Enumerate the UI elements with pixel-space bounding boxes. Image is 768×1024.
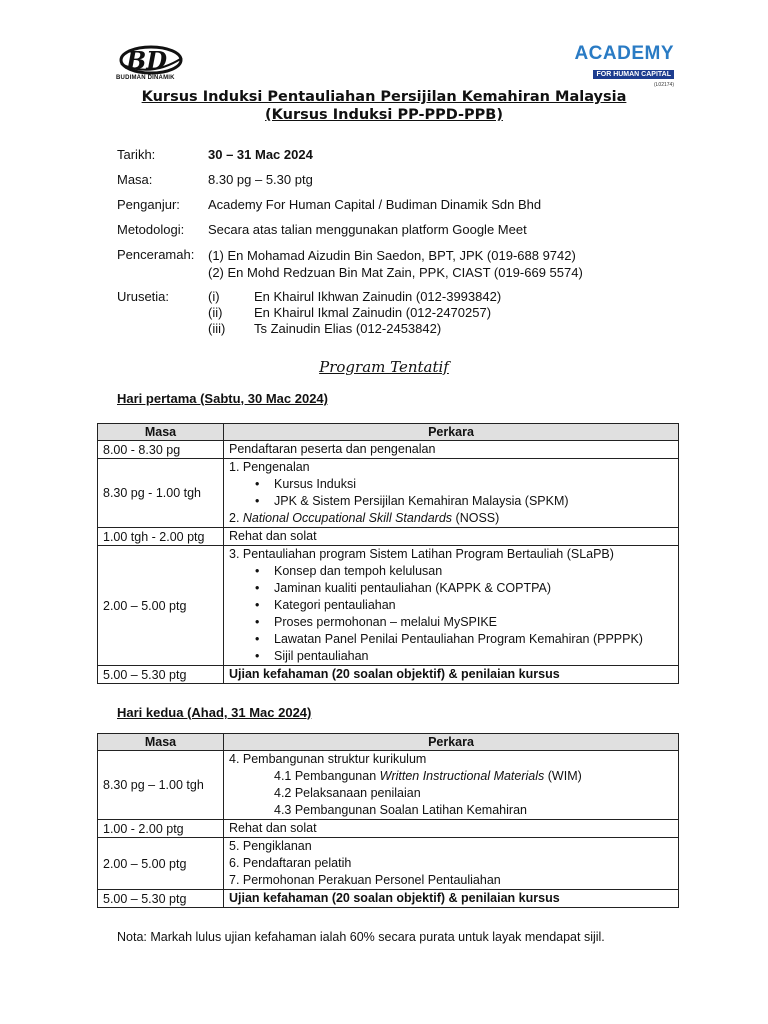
item-heading: 4. Pembangunan struktur kurikulum bbox=[229, 752, 427, 766]
item-name: En Khairul Ikhwan Zainudin (012-3993842) bbox=[254, 289, 502, 304]
info-value: Academy For Human Capital / Budiman Dinamik Sdn Bhd bbox=[208, 197, 542, 212]
text-italic: Written Instructional Materials bbox=[379, 769, 545, 783]
column-header-masa: Masa bbox=[98, 424, 224, 441]
text-part: 4.1 Pembangunan bbox=[274, 769, 380, 783]
sub-item: 4.2 Pelaksanaan penilaian bbox=[274, 786, 421, 800]
info-value: 8.30 pg – 5.30 ptg bbox=[208, 172, 313, 187]
item-name: Ts Zainudin Elias (012-2453842) bbox=[254, 321, 442, 336]
info-label: Masa: bbox=[117, 172, 153, 187]
program-title: Program Tentatif bbox=[319, 358, 449, 376]
info-value: Secara atas talian menggunakan platform Google Meet bbox=[208, 222, 527, 237]
bullet-item bbox=[229, 631, 678, 648]
item-line: 5. Pengiklanan bbox=[229, 839, 312, 853]
cell-perkara: Pendaftaran peserta dan pengenalan bbox=[224, 441, 679, 459]
cell-masa: 5.00 – 5.30 ptg bbox=[98, 890, 224, 908]
item-heading: 3. Pentauliahan program Sistem Latihan Program Bertauliah (SLaPB) bbox=[229, 547, 614, 561]
bullet-text: Konsep dan tempoh kelulusan bbox=[274, 564, 443, 578]
table-header-row bbox=[98, 424, 679, 441]
cell-perkara: Ujian kefahaman (20 soalan objektif) & penilaian kursus bbox=[224, 890, 679, 908]
cell-perkara bbox=[224, 838, 679, 890]
table-row bbox=[98, 890, 679, 908]
item-heading bbox=[229, 510, 678, 527]
cell-perkara bbox=[224, 751, 679, 820]
academy-logo-line1: ACADEMY bbox=[574, 43, 674, 64]
table-row bbox=[98, 441, 679, 459]
cell-masa: 1.00 tgh - 2.00 ptg bbox=[98, 528, 224, 546]
bullet-item bbox=[229, 493, 678, 510]
table-header-row bbox=[98, 734, 679, 751]
item-number: (iii) bbox=[208, 321, 226, 336]
title-line2: (Kursus Induksi PP-PPD-PPB) bbox=[265, 107, 503, 123]
bullet-text: Kategori pentauliahan bbox=[274, 598, 396, 612]
academy-logo-line3: (L02174) bbox=[653, 82, 674, 88]
table-row bbox=[98, 546, 679, 666]
bullet-item bbox=[229, 614, 678, 631]
cell-masa: 2.00 – 5.00 ptg bbox=[98, 546, 224, 666]
cell-masa: 8.00 - 8.30 pg bbox=[98, 441, 224, 459]
bullet-text: Lawatan Panel Penilai Pentauliahan Program Kemahiran (PPPPK) bbox=[274, 632, 643, 646]
cell-perkara: Ujian kefahaman (20 soalan objektif) & penilaian kursus bbox=[224, 666, 679, 684]
list-item bbox=[208, 305, 501, 321]
day1-title: Hari pertama (Sabtu, 30 Mac 2024) bbox=[117, 391, 328, 406]
cell-perkara bbox=[224, 546, 679, 666]
speaker-line: (1) En Mohamad Aizudin Bin Saedon, BPT, JPK (019-688 9742) bbox=[208, 248, 576, 263]
text-italic: National Occupational Skill Standards bbox=[242, 511, 453, 525]
info-label: Penganjur: bbox=[117, 197, 180, 212]
cell-perkara: Rehat dan solat bbox=[224, 820, 679, 838]
day1-table bbox=[97, 423, 679, 684]
info-label: Penceramah: bbox=[117, 247, 195, 262]
item-line: 7. Permohonan Perakuan Personel Pentauliahan bbox=[229, 873, 501, 887]
info-value bbox=[208, 247, 583, 281]
table-row bbox=[98, 820, 679, 838]
table-row bbox=[98, 528, 679, 546]
info-value: 30 – 31 Mac 2024 bbox=[208, 147, 313, 162]
cell-perkara bbox=[224, 459, 679, 528]
table-row bbox=[98, 666, 679, 684]
item-number: (ii) bbox=[208, 305, 223, 320]
sub-item bbox=[229, 768, 678, 785]
cell-masa: 5.00 – 5.30 ptg bbox=[98, 666, 224, 684]
list-item bbox=[208, 321, 501, 337]
sub-item: 4.3 Pembangunan Soalan Latihan Kemahiran bbox=[274, 803, 527, 817]
footnote: Nota: Markah lulus ujian kefahaman ialah 60% secara purata untuk layak mendapat sijil. bbox=[117, 930, 605, 944]
left-logo-text: BUDIMAN DINAMIK bbox=[116, 75, 175, 81]
bullet-text: Kursus Induksi bbox=[274, 477, 356, 491]
info-label: Metodologi: bbox=[117, 222, 185, 237]
item-name: En Khairul Ikmal Zainudin (012-2470257) bbox=[254, 305, 492, 320]
bullet-item bbox=[229, 476, 678, 493]
table-row bbox=[98, 459, 679, 528]
table-row bbox=[98, 751, 679, 820]
text-part: 2. bbox=[229, 511, 243, 525]
text-part: (WIM) bbox=[544, 769, 582, 783]
cell-masa: 8.30 pg – 1.00 tgh bbox=[98, 751, 224, 820]
cell-masa: 8.30 pg - 1.00 tgh bbox=[98, 459, 224, 528]
speaker-line: (2) En Mohd Redzuan Bin Mat Zain, PPK, CIAST (019-669 5574) bbox=[208, 265, 583, 280]
svg-text:BD: BD bbox=[126, 46, 168, 75]
text-part: (NOSS) bbox=[452, 511, 500, 525]
day2-title: Hari kedua (Ahad, 31 Mac 2024) bbox=[117, 705, 312, 720]
cell-masa: 1.00 - 2.00 ptg bbox=[98, 820, 224, 838]
academy-logo-line2: FOR HUMAN CAPITAL bbox=[593, 70, 674, 79]
bullet-item bbox=[229, 597, 678, 614]
bullet-item bbox=[229, 580, 678, 597]
column-header-perkara: Perkara bbox=[224, 424, 679, 441]
secretariat-list bbox=[208, 289, 501, 337]
info-label: Tarikh: bbox=[117, 147, 156, 162]
cell-masa: 2.00 – 5.00 ptg bbox=[98, 838, 224, 890]
list-item bbox=[208, 289, 501, 305]
cell-perkara: Rehat dan solat bbox=[224, 528, 679, 546]
academy-logo bbox=[574, 44, 674, 88]
title-line1: Kursus Induksi Pentauliahan Persijilan Kemahiran Malaysia bbox=[141, 89, 627, 105]
item-line: 6. Pendaftaran pelatih bbox=[229, 856, 352, 870]
column-header-masa: Masa bbox=[98, 734, 224, 751]
document-title bbox=[0, 88, 768, 124]
bullet-text: JPK & Sistem Persijilan Kemahiran Malaysia (SPKM) bbox=[274, 494, 569, 508]
bullet-item bbox=[229, 648, 678, 665]
bullet-text: Sijil pentauliahan bbox=[274, 649, 369, 663]
item-number: (i) bbox=[208, 289, 220, 304]
bullet-text: Jaminan kualiti pentauliahan (KAPPK & COPTPA) bbox=[274, 581, 551, 595]
table-row bbox=[98, 838, 679, 890]
info-label: Urusetia: bbox=[117, 289, 170, 304]
bullet-text: Proses permohonan – melalui MySPIKE bbox=[274, 615, 498, 629]
day2-table bbox=[97, 733, 679, 908]
bullet-item bbox=[229, 563, 678, 580]
item-heading: 1. Pengenalan bbox=[229, 460, 310, 474]
column-header-perkara: Perkara bbox=[224, 734, 679, 751]
